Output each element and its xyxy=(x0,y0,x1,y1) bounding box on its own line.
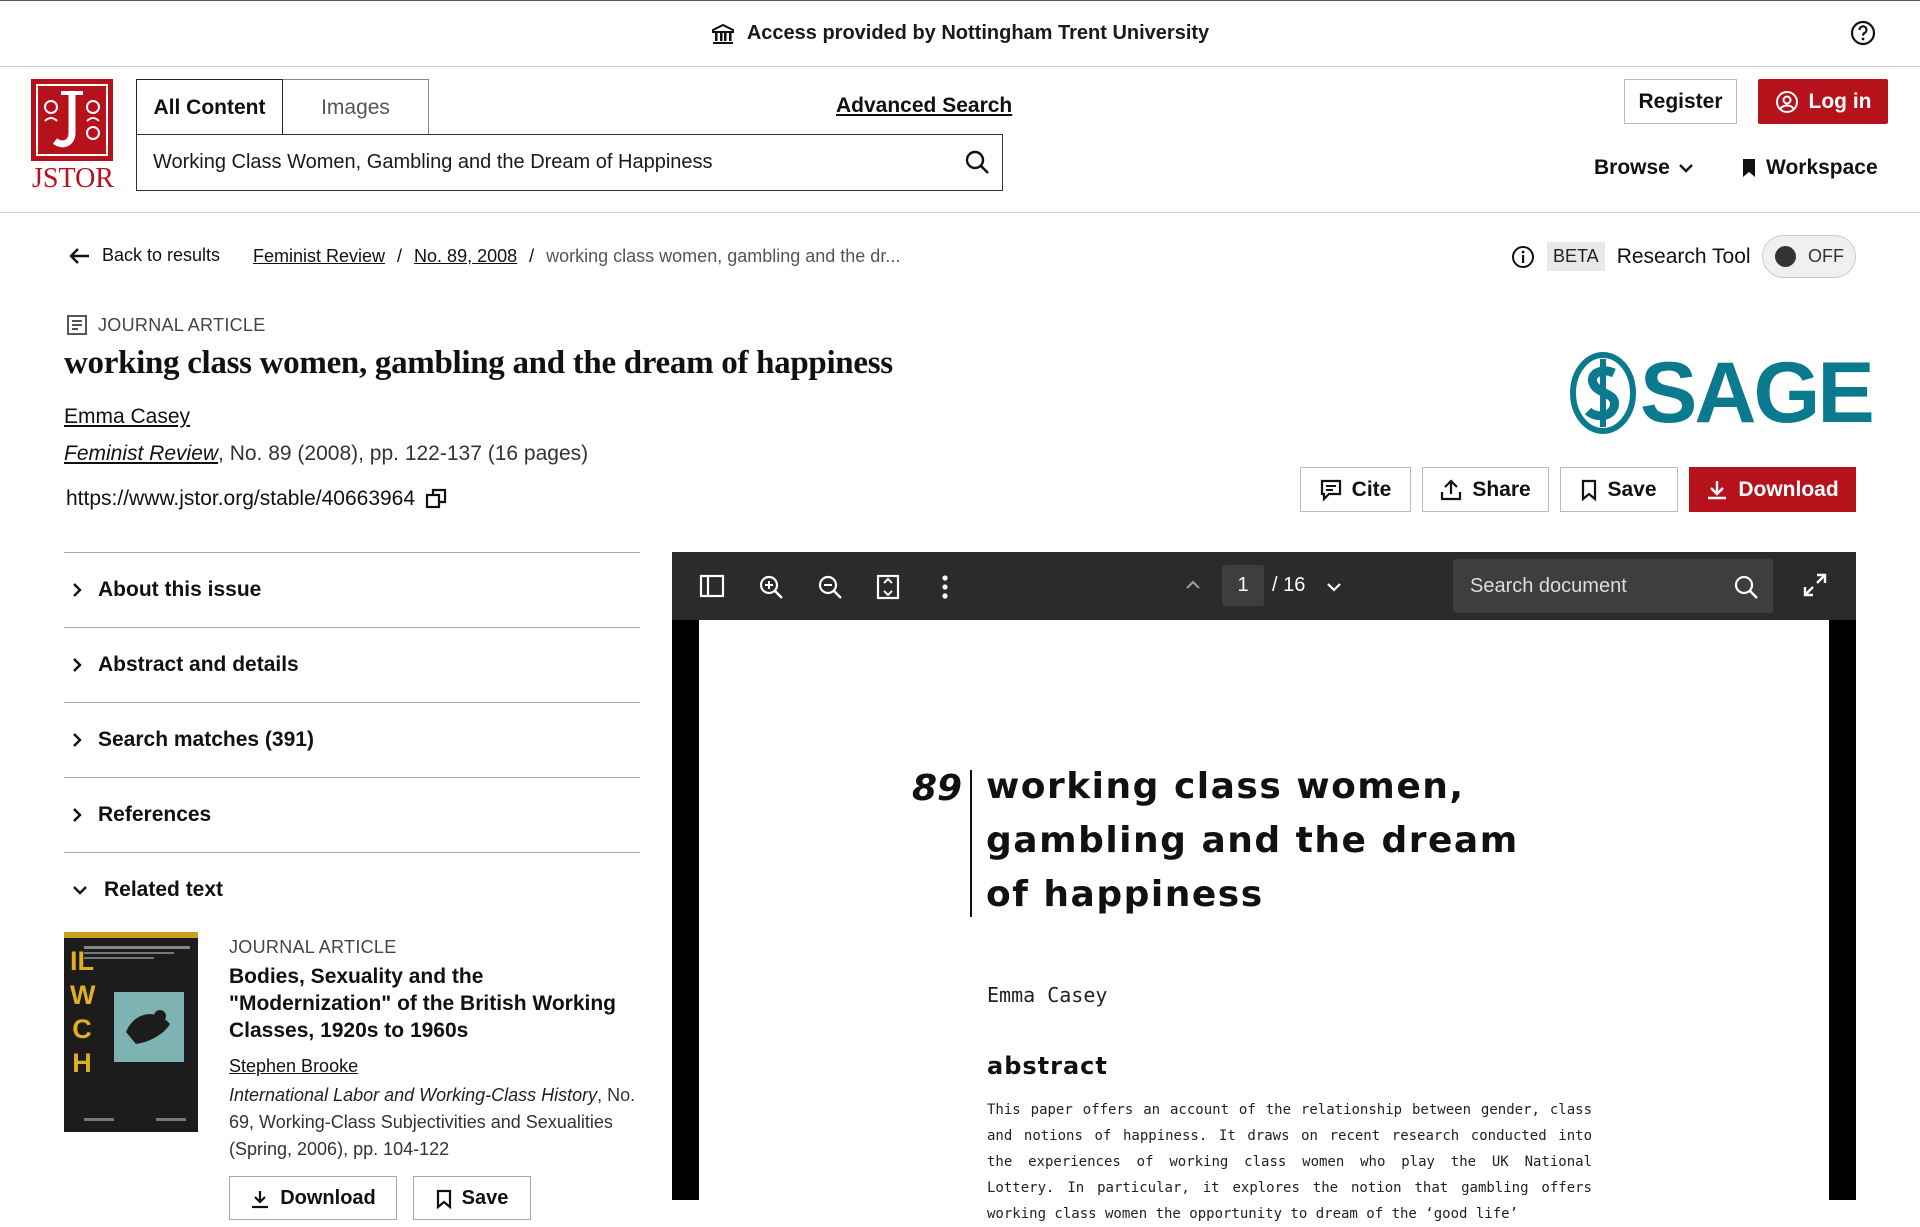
article-type xyxy=(66,314,266,336)
related-save-button[interactable] xyxy=(413,1176,531,1220)
article-type-label: JOURNAL ARTICLE xyxy=(98,314,266,335)
search-input[interactable] xyxy=(136,134,1003,191)
breadcrumb-current: working class women, gambling and the dr... xyxy=(546,246,901,266)
breadcrumb-journal[interactable]: Feminist Review xyxy=(253,246,386,266)
page-number-input[interactable]: 1 xyxy=(1222,565,1264,606)
breadcrumb-separator: / xyxy=(529,246,535,266)
browse-label: Browse xyxy=(1594,156,1670,179)
download-icon xyxy=(250,1189,270,1209)
doc-title-rule xyxy=(970,770,972,917)
related-article-type: JOURNAL ARTICLE xyxy=(229,937,397,957)
next-page-icon[interactable] xyxy=(1326,582,1342,592)
author-link[interactable]: Emma Casey xyxy=(64,405,191,428)
citation xyxy=(64,442,588,466)
related-save-label: Save xyxy=(461,1187,509,1209)
accordion-label: References xyxy=(98,803,212,826)
document-icon xyxy=(66,314,88,336)
related-cover-image[interactable] xyxy=(64,932,198,1132)
save-label: Save xyxy=(1607,477,1657,501)
doc-abstract-text: This paper offers an account of the relationship between gender, class and notions of happiness. It draws on recent research conducted into the experiences of working class women who play the UK National Lottery. In particular, it explores the notion that gambling offers working class women the opportunity to dream of the ‘good life’ xyxy=(987,1102,1592,1222)
chevron-right-icon xyxy=(72,807,82,823)
fit-page-icon[interactable] xyxy=(876,574,900,600)
sidebar-toggle-icon[interactable] xyxy=(699,574,725,598)
download-label: Download xyxy=(1738,477,1839,501)
research-tool xyxy=(1511,242,1751,271)
breadcrumb-separator: / xyxy=(397,246,403,266)
chevron-down-icon xyxy=(1678,163,1694,173)
toggle-knob xyxy=(1775,246,1796,267)
document-search-input[interactable] xyxy=(1453,559,1773,613)
accordion-search-matches[interactable] xyxy=(64,702,640,777)
breadcrumb-issue[interactable]: No. 89, 2008 xyxy=(414,246,518,266)
breadcrumb xyxy=(253,246,900,267)
tab-images[interactable]: Images xyxy=(283,79,429,135)
related-cover-letters: ILWCH xyxy=(70,946,96,1078)
beta-badge: BETA xyxy=(1547,242,1605,271)
cite-label: Cite xyxy=(1351,477,1392,501)
stable-url xyxy=(66,487,447,511)
copy-icon[interactable] xyxy=(425,488,447,510)
accordion-label: Search matches (391) xyxy=(98,728,314,751)
search-input-value: Working Class Women, Gambling and the Dream of Happiness xyxy=(153,151,713,173)
accordion-related-text[interactable] xyxy=(64,852,640,927)
related-citation xyxy=(229,1082,643,1163)
search-icon[interactable] xyxy=(1733,574,1759,600)
bookmark-outline-icon xyxy=(1581,479,1597,501)
tab-all-content[interactable]: All Content xyxy=(136,79,283,135)
related-title-link[interactable]: Bodies, Sexuality and the "Modernization" of the British Working Classes, 1920s to 1960s xyxy=(229,965,617,1042)
info-icon[interactable] xyxy=(1511,245,1535,269)
access-banner xyxy=(0,0,1920,67)
accordion-label: Related text xyxy=(104,878,224,901)
previous-page-icon[interactable] xyxy=(1185,580,1201,590)
chevron-right-icon xyxy=(72,732,82,748)
access-text: Access provided by Nottingham Trent University xyxy=(746,22,1210,44)
institution-icon xyxy=(711,23,735,45)
accordion-abstract-details[interactable] xyxy=(64,627,640,702)
more-options-icon[interactable] xyxy=(941,574,949,600)
help-icon[interactable] xyxy=(1850,20,1876,46)
search-icon[interactable] xyxy=(964,149,990,175)
cite-button[interactable] xyxy=(1300,467,1411,512)
doc-abstract-heading: abstract xyxy=(987,1052,1108,1080)
fullscreen-icon[interactable] xyxy=(1803,573,1827,597)
browse-menu[interactable] xyxy=(1594,156,1694,180)
accordion-about-issue[interactable] xyxy=(64,552,640,627)
publisher-logo[interactable] xyxy=(1570,345,1872,441)
register-button[interactable]: Register xyxy=(1624,79,1737,124)
logo-mark xyxy=(31,79,113,161)
related-citation-details: , No. 69, Working-Class Subjectivities and Sexualities (Spring, 2006), pp. 104-122 xyxy=(229,1085,636,1159)
download-icon xyxy=(1706,479,1728,501)
advanced-search-link[interactable]: Advanced Search xyxy=(836,94,1013,117)
page-total: / 16 xyxy=(1272,574,1306,596)
jstor-logo[interactable] xyxy=(31,79,115,194)
back-label: Back to results xyxy=(102,245,221,265)
doc-title: working class women, gambling and the dream of happiness xyxy=(986,766,1519,915)
download-button[interactable] xyxy=(1689,467,1856,512)
citation-details: , No. 89 (2008), pp. 122-137 (16 pages) xyxy=(218,442,589,465)
accordion-references[interactable] xyxy=(64,777,640,852)
share-button[interactable] xyxy=(1422,467,1549,512)
login-label: Log in xyxy=(1808,89,1872,113)
related-download-label: Download xyxy=(280,1187,376,1209)
arrow-left-icon xyxy=(68,247,90,265)
share-label: Share xyxy=(1472,477,1531,501)
bookmark-outline-icon xyxy=(436,1189,452,1209)
research-tool-toggle[interactable] xyxy=(1762,235,1856,278)
back-to-results-link[interactable] xyxy=(68,245,220,266)
workspace-link[interactable] xyxy=(1742,156,1878,180)
cite-icon xyxy=(1320,479,1342,501)
related-download-button[interactable] xyxy=(229,1176,397,1220)
accordion-label: Abstract and details xyxy=(98,653,299,676)
related-author-link[interactable]: Stephen Brooke xyxy=(229,1056,359,1076)
doc-issue-number: 89 xyxy=(912,768,963,809)
research-tool-label: Research Tool xyxy=(1616,244,1751,268)
stable-url-text: https://www.jstor.org/stable/40663964 xyxy=(66,487,416,510)
user-icon xyxy=(1775,90,1799,114)
zoom-in-icon[interactable] xyxy=(758,574,784,600)
zoom-out-icon[interactable] xyxy=(817,574,843,600)
workspace-label: Workspace xyxy=(1766,156,1878,179)
publisher-name: SAGE xyxy=(1640,345,1872,441)
save-button[interactable] xyxy=(1560,467,1678,512)
doc-author: Emma Casey xyxy=(987,983,1108,1007)
page-title: working class women, gambling and the dream of happiness xyxy=(64,345,893,381)
bookmark-icon xyxy=(1742,158,1756,178)
login-button[interactable] xyxy=(1758,79,1888,124)
chevron-down-icon xyxy=(72,885,88,895)
logo-text: JSTOR xyxy=(32,163,114,194)
sage-mark xyxy=(1570,353,1636,433)
toggle-label: OFF xyxy=(1808,246,1844,266)
chevron-right-icon xyxy=(72,657,82,673)
share-icon xyxy=(1440,479,1462,501)
journal-link[interactable]: Feminist Review xyxy=(64,442,219,465)
chevron-right-icon xyxy=(72,582,82,598)
related-journal: International Labor and Working-Class History xyxy=(229,1085,598,1105)
document-search-placeholder: Search document xyxy=(1470,574,1627,597)
accordion-label: About this issue xyxy=(98,578,262,601)
